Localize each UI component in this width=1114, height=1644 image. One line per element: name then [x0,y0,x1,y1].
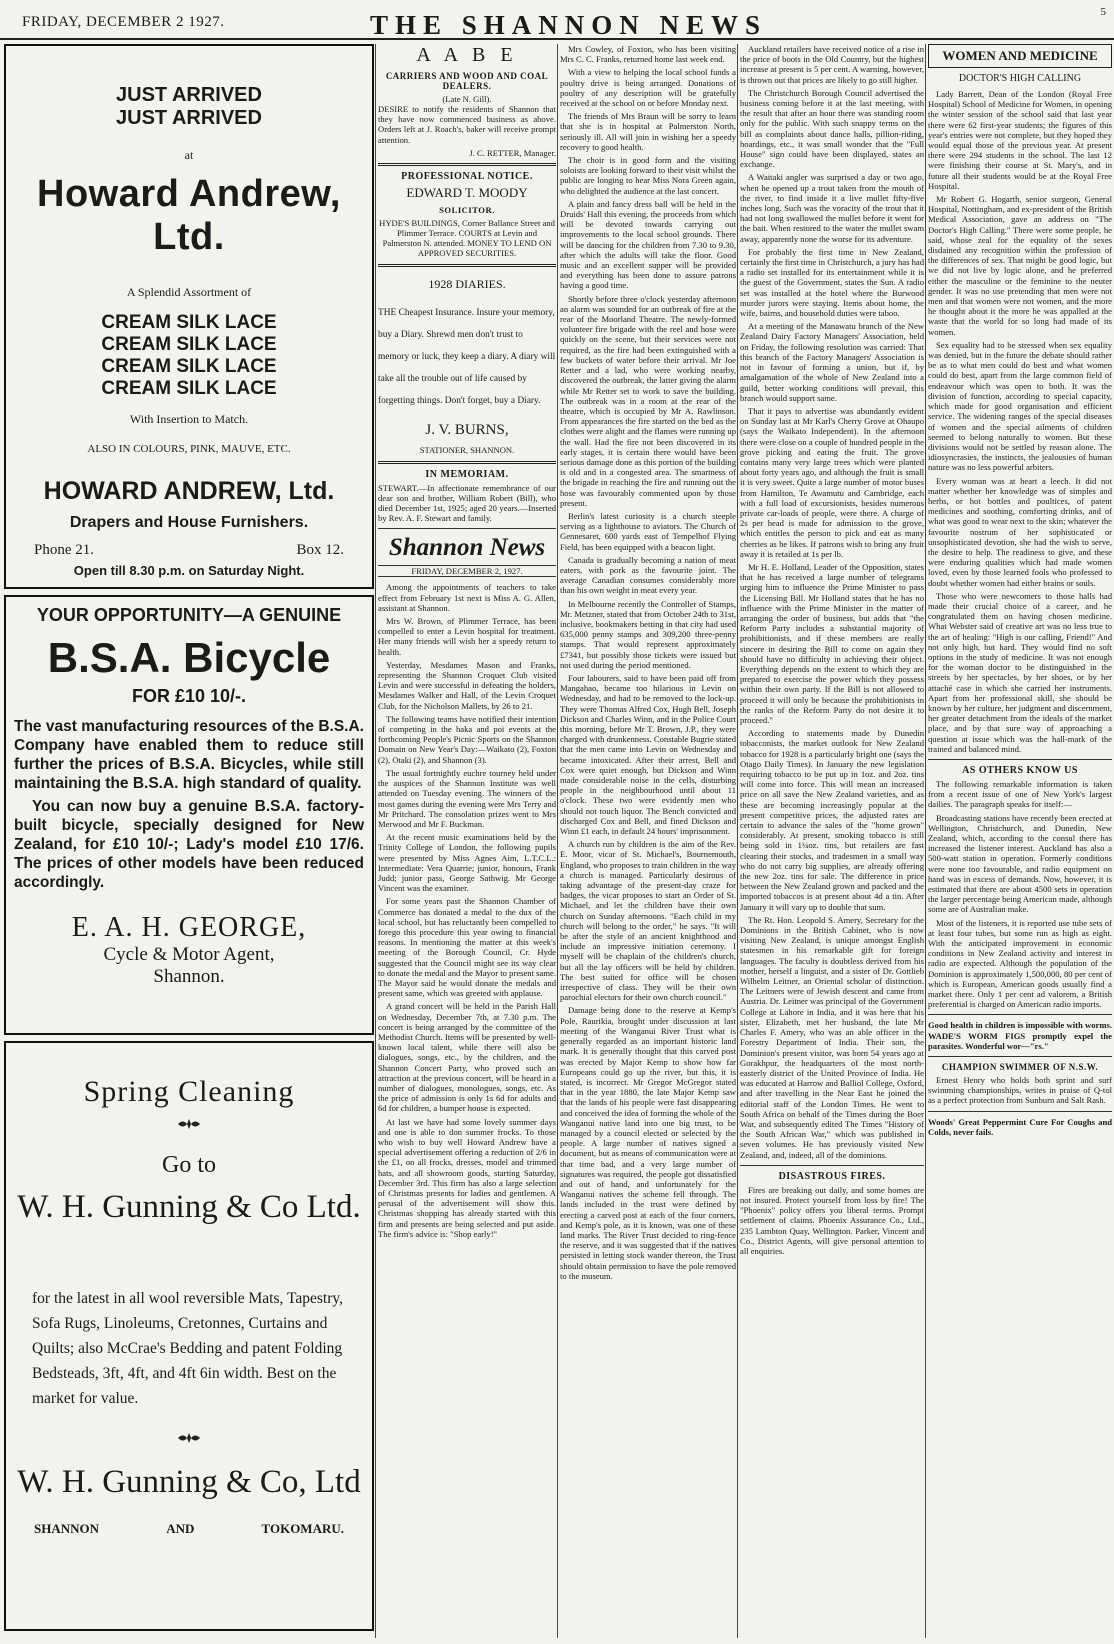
news-paragraph: Berlin's latest curiosity is a church steeple serving as a lighthouse to aviators. The Church of Gennesaret, 600 yards east of Tempelhof Flying Field, has been equipped with a beacon light. [560,510,736,552]
swimmer-body: Ernest Henry who holds both sprint and surf swimming championships, writes in praise of Q-tol as a perfect protection from Sunburn and Salt Rash. [928,1075,1112,1106]
town-right: TOKOMARU. [261,1521,344,1536]
news-paragraph: The Rt. Hon. Leopold S. Amery, Secretary for the Dominions in the British Cabinet, who is now visiting New Zealand, is unique amongst English statesmen in his remarkable gift for foreign languages. The faculty is doubtless derived from his mother, herself a linguist, and a sister of Dr. Gottlieb Wilhelm Leitner, an Oriental scholar of distinction. The Leitners were of Jewish descent and came from Austria. Dr. Leitner was principal of the Government College at Lahore in India, and it was here that his sister, Elizabeth, met her husband, the late Mr Charles F. Amery, who was an able officer in the Forestry Department of India. Their son, the Dominion's present visitor, was born 54 years ago at Gorakhpur, the headquarters of the most north-easterly district of the United Province of India. He was educated at Harrow and Balliol College, Oxford, and after travelling in the Near East he joined the editorial staff of the London Times. He went to South Africa on behalf of the Times during the Boer War, and subsequently edited The Times "History of the South African War," which was published in seven volumes. He has previously visited New Zealand, and, indeed, all of the dominions. [740,914,924,1160]
divider [378,461,556,464]
ad-store-name: Howard Andrew, Ltd. [37,173,341,258]
news-paragraph: The Christchurch Borough Council advertised the business coming before it at the last meeting, with the result that after an hour there was standing room only for the public. With such snappy terms on the bill as complaints about dance halls, pillion-riding, hoardings, etc., it was small wonder that the "Full House" sign could have been displayed, states an exchange. [740,87,924,170]
news-paragraph: The choir is in good form and the visiting soloists are looking forward to their visit whilst the public are longing to hear Miss Nora Green again, who delighted the audience at the last concert. [560,155,736,196]
stationer-role: STATIONER, SHANNON. [419,444,515,455]
women-medicine-title: WOMEN AND MEDICINE [928,44,1112,68]
news-paragraph: In Melbourne recently the Controller of Stamps, Mr. Metzner, stated that from October 24th to 31st, inclusive, bookmakers betting in that city had used 635,000 penny stamps and 309,200 three-penny stamps. That would represent approximately £7341, but possibly those tickets were issued but not used during the period mentioned. [560,598,736,670]
fires-body: Fires are breaking out daily, and some homes are not insured. Protect yourself from loss by fire! The "Phoenix" policy offers you liberal terms. Prompt settlement of claims. Phoenix Assurance Co., Ltd., 235 Lambton Quay, Wellington. Parker, Vincent and Co., District Agents, will give personal attention to all enquiries. [740,1184,924,1256]
article-paragraph: The following remarkable information is taken from a recent issue of one of New York's largest dailies. The paragraph speaks for itself:— [928,779,1112,810]
divider [928,759,1112,760]
ad-text: ALSO IN COLOURS, PINK, MAUVE, ETC. [87,443,291,455]
page-mark: 5 [1100,6,1106,18]
solicitor-role: SOLICITOR. [439,204,495,215]
ad-text: Drapers and House Furnishers. [69,514,309,531]
article-paragraph: Mr Robert G. Hogarth, senior surgeon, General Hospital, Nottingham, and ex-president of the British Medical Association, gave an address on "The Doctor's High Calling." There were some people, he said, whose zeal for the equality of the sexes disdained any recognition within the profession of the differences of sex. That might be good logic, but we did not live by logic alone, and he preferred either the masculine or the feminine to the neuter gender. It was no use pretending that men were not men and that women were not women, and the more he thought about it the more he was appalled at the waste that the world for so long had made of its women. [928,194,1112,337]
lace-line: CREAM SILK LACE [101,356,277,377]
news-paragraph: The friends of Mrs Braun will be sorry to learn that she is in hospital at Palmerston North, seriously ill. All will join in wishing her a speedy recovery to good health. [560,111,736,152]
aabe-note: (Late N. Gill). [442,94,492,104]
solicitor-body: HYDE'S BUILDINGS, Corner Ballance Street and Plimmer Terrace. COURTS at Levin and Palmerston N. attended. MONEY TO LEND ON APPROVED SECURITIES. [379,217,555,259]
ad-towns [14,1521,364,1537]
stationer-name: J. V. BURNS, [425,421,509,438]
news-paragraph: For some years past the Shannon Chamber of Commerce has donated a medal to the dux of the local school, but has reluctantly been compelled to forego this procedure this year owing to financial reasons. In mentioning the matter at this week's meeting of the Borough Council, Cr. Hyde suggested that the Council might see its way clear to donate the medal and the Mayor to present same. The Mayor said he would donate the medals and present same, which was greeted with applause. [378,896,556,999]
ad-text: A Splendid Assortment of [126,285,252,299]
news-paragraph: With a view to helping the local school funds a poultry drive is being arranged. Donations of poultry of any description will be gratefully received at the school on or before Monday next. [560,67,736,109]
memoriam-body: STEWART.—In affectionate remembrance of our dear son and brother, William Robert (Bill), who died December 1st, 1925; aged 20 years.—Inserted by Rev. A. F. Stewart and family. [378,482,556,524]
column-rule [375,44,376,1638]
ad-howard-andrew [4,44,374,589]
news-paragraph: At a meeting of the Manawatu branch of the New Zealand Dairy Factory Managers' Association, held on Friday, the following resolution was carried: That this branch of the Factory Managers' Association is not in favour of forming a union, but if, by amalgamation of the whole of New Zealand into a guild, better working conditions will prevail, this branch would support same. [740,321,924,403]
paper-title: THE SHANNON NEWS [370,10,768,40]
ad-gunning [4,1041,374,1631]
column-rule [557,44,558,1638]
news-paragraph: Shortly before three o'clock yesterday afternoon an alarm was sounded for an outbreak of fire at the rear of the Moorland Theatre. The newly-formed volunteer fire brigade with the reel and hose were quickly on the scene, but their services were not required, as the fire had been extinguished with a few buckets of water before their arrival. Mr Joe Retter and a lad, who were working nearby, discovered the outbreak, the latter giving the alarm while Mr Retter set to work to save the building. The outbreak was in a room at the rear of the theatre, which is occupied by Mr A. Rawlinson. From appearances the fire started on the bed as the clothes were alight and the flames were running up the wall. Had the fire not been discovered in its early stages, it is certain there would have been serious damage done as this portion of the building is old and in a congested area. The smartness of the brigade in reaching the fire and running out the hose was favourably commented upon by those present. [560,293,736,508]
flourish-icon [176,1431,202,1445]
news-paragraph: A Waitaki angler was surprised a day or two ago, when he opened up a trout taken from the mouth of the river, to find inside it a live mullet fifty-five inches long. Such was the voracity of the trout that it had not long swallowed the mullet before it went for the bait. When restored to the water the mullet swam away, apparently none the worse for its adventure. [740,172,924,244]
ad-town: Shannon. [153,966,225,987]
ad-body: for the latest in all wool reversible Mats, Tapestry, Sofa Rugs, Linoleums, Cretonnes, Curtains and Quilts; also McCrae's Bedding and patent Folding Bedsteads, 3ft, 4ft, and 4ft 6in width. Best on the market for value. [32,1290,343,1407]
ad-store-name: W. H. Gunning & Co, Ltd [17,1464,361,1500]
flourish-icon [176,1117,202,1131]
article-paragraph: Those who were newcomers to those halls had made their crucial choice of a career, and he congratulated them on having chosen medicine. What Webster said of creative art was no less true to the art of healing: "High is our calling, Friend!" And not only high, but hard. They would find no soft options in the study of medicine. It was not enough for the woman doctor to be distinguished in the streets by her spectacles, by her shoes, or by her attaché case in which she carried her instruments. Apart from her professional skill, she should be known by her culture, her judgment and discernment, her greater detachment from the ideals of the market place, and by that sure way of approaching a question at issue which was the hall-mark of the trained and balanced mind. [928,590,1112,754]
divider [378,264,556,267]
column-4 [740,44,924,1638]
ad-contact [14,542,364,559]
column-3-paragraphs [560,44,736,1281]
ad-hours: Open till 8.30 p.m. on Saturday Night. [73,563,305,578]
masthead [0,0,1114,40]
news-paragraph: A grand concert will be held in the Parish Hall on Wednesday, December 7th, at 7.30 p.m. The concert is being arranged by the committee of the Methodist Church. Items will be presented by well-known local talent, while there will also be dialogues, songs, etc., by the children, and the Shannon Concert Party, who proved such an attraction at the previous concert, will be heard in a number of dialogues, monologues, songs, etc. As the price of admission is only 1s 6d for adults and 6d for children, a bumper house is expected. [378,1001,556,1114]
women-medicine-paragraphs [928,89,1112,754]
news-paragraph: A church run by children is the aim of the Rev. E. Moor, vicar of St. Michael's, Bournemouth, England, who proposes to train children in the way a church is managed. Particularly desirous of taking advantage of the present-day craze for badges, the vicar proposes to start an Order of St. Michael, and let the children have their own church on Sunday afternoons. "Each child in my church will belong to the order," he says. "It will be after the style of an ancient knighthood and include an impressive initiation ceremony. I myself will be chaplain of the children's church, but all the lay officers will be held by children. The best suited for office will be chosen irrespective of class. They will be their own parochial electors for their own church council." [560,839,736,1003]
ad-body: You can now buy a genuine B.S.A. factory-built bicycle, specially designed for New Zealand, for £10 10/-; Lady's model £10 17/6. The prices of other models have been reduced accordingly. [14,798,364,891]
ad-bsa-bicycle [4,595,374,1035]
others-heading: AS OTHERS KNOW US [962,765,1078,776]
notice-heading: PROFESSIONAL NOTICE. [401,170,533,182]
column-rule [925,44,926,1638]
ad-heading: YOUR OPPORTUNITY—A GENUINE [36,605,342,625]
aabe-title: A A B E [416,44,518,66]
news-paragraph: Mr H. E. Holland, Leader of the Opposition, states that he has received a large number of telegrams urging him to influence the Prime Minister to pass the Licensing Bill. Mr Holland states that he has no influence with the Prime Minister in the matter of arranging the order of business, but adds that "the Reform Party includes a substantial majority of prohibitionists, and if these members are really sincere in desiring the Bill to come on again they should have no difficulty in achieving their object. Everything depends on the extent to which they are prepared to exercise the power which they possess within their own party. If the Bill is not allowed to proceed it will only be because the prohibitionists in the ranks of the Reform Party do not desire it to proceed." [740,561,924,725]
lace-line: CREAM SILK LACE [101,378,277,399]
divider [378,528,556,529]
news-paragraph: A plain and fancy dress ball will be held in the Druids' Hall this evening, the proceeds from which will be devoted towards carrying out improvements to the local school grounds. There will be dancing for the children from 7.30 to 9.30, after which the adults will take the floor. Good music and an excellent supper will be provided and everything has been done to assure patrons having a good time. [560,198,736,291]
issue-date: FRIDAY, DECEMBER 2 1927. [22,14,225,30]
news-paragraph: The following teams have notified their intention of competing in the haka and poi events at the forthcoming People's Picnic Sports on the Shannon Domain on New Year's Day:—Waikato (2), Foxton (2), Otaki (2), and Shannon (3). [378,713,556,765]
news-paragraph: At the recent music examinations held by the Trinity College of London, the following pupils were presented by Miss Agnes Aim, L.T.C.L.: Intermediate: Vera Quarrie; junior, honours, Frank Judd; junior pass, George Sathwig. Mr George Vincent was the examiner. [378,832,556,894]
ad-store-name: W. H. Gunning & Co Ltd. [17,1189,361,1225]
article-paragraph: Most of the listeners, it is reported use tube sets of at least four tubes, but some run as high as eight. With the anticipated improvement in economic conditions in New Zealand activity and interest in radio are expected. Although the population of the Dominion is approximately 1,500,000, 80 per cent of which is European, American goods usually find a market there. Only 1 per cent ad valorem, a British preferential is charged on American radio imports. [928,917,1112,1010]
town-left: SHANNON [34,1521,100,1536]
woods-ad: Woods' Great Peppermint Cure For Coughs and Colds, never fails. [928,1116,1112,1137]
news-paragraph: At last we have had some lovely summer days and one is able to don summer frocks. To those who wish to buy well Howard Andrew have a special advertisement offering a reduction of 2/6 in the £1, on all frocks, dresses, model and trimmed hats, and all showroom goods, starting Saturday, December 3rd. This firm has also a large selection of Christmas presents for ladies and gentlemen. A perusal of the advertisement will show this. Christmas shopping has already started with this firm and presents are being selected and put aside. The firm's advice is: "Shop early!" [378,1116,556,1239]
ad-heading: Spring Cleaning [83,1075,295,1108]
aabe-signature: J. C. RETTER, Manager. [469,147,556,158]
news-paragraph: Auckland retailers have received notice of a rise in the price of boots in the Old Country, but the highest increase at present is 5 per cent. A warning, however, is thrown out that prices are likely to go still higher. [740,44,924,85]
solicitor-name: EDWARD T. MOODY [406,184,528,200]
divider [740,1165,924,1166]
lace-line: CREAM SILK LACE [101,334,277,355]
news-paragraph: Damage being done to the reserve at Kemp's Pole, Raurikia, brought under discussion at last meeting of the Wanganui River Trust what is generally regarded as an important historic land mark. It is generally thought that this carved post was erected by Major Kemp to show how far Europeans could go up the river, but this, it is stated, is incorrect. Mr Gregor McGregor stated that in the year 1880, the late Major Kemp saw that the lands of his people were fast disappearing and conceived the idea of forming the whole of the Wanganui native land into one big trust, to be managed by a council elected or selected by the people. A large number of natives signed a document, but as means of communication were at that time bad, and a very large number of signatures was required, the people got dissatisfied and out of hand, and unfortunately for the Wanganui natives the scheme fell through. The lands included in the trust were defined by erecting a carved post at each of the four corners, and Kemp's pole, as it is known, was one of these land marks. The River Trust decided to ring-fence the reserve, and it was suggested that if the natives persisted in letting stock wander thereon, the Trust should obtain permission to have the pole removed to the museum. [560,1005,736,1281]
ad-store-name: HOWARD ANDREW, Ltd. [43,477,335,505]
women-medicine-subtitle: DOCTOR'S HIGH CALLING [958,73,1082,84]
divider [378,163,556,166]
news-paragraph: For probably the first time in New Zealand, certainly the first time in Christchurch, a jury has had a radio set installed for its entertainment while it is the guest of the Government, states the Sun. A radio set was installed at the hotel where the Burwood murder jurors were staying. Items about home, the wife, bairns, and household duties were taboo. [740,246,924,319]
lace-line: CREAM SILK LACE [101,312,277,333]
swimmer-heading: CHAMPION SWIMMER OF N.S.W. [941,1062,1099,1073]
memoriam-heading: IN MEMORIAM. [425,468,509,480]
news-paragraph: That it pays to advertise was abundantly evident on Sunday last at Mr Karl's Cherry Grove at Ohaupo (says the Waikato Independent). In the afternoon there were close on a couple of hundred people in the grove picking and eating the fruit. The grove contains many very large trees which were planted about forty years ago, and although the fruit is small it is very sweet. Quite a large number of motor buses from Hamilton, Te Awamutu and Cambridge, each with a full load of excursionists, besides numerous private car-loads of people, were there. A charge of 2s per head is made for admission to the grove, which entitles the person to pick and eat as many cherries as he likes. If patrons wish to bring any fruit away it is retailed at 1s per lb. [740,405,924,559]
ad-heading: JUST ARRIVED [116,84,262,106]
divider [928,1056,1112,1057]
news-paragraph: Mrs Cowley, of Foxton, who has been visiting Mrs C. C. Franks, returned home last week end. [560,44,736,65]
ad-agent: E. A. H. GEORGE, [71,912,307,943]
box-number: Box 12. [296,542,344,558]
news-paragraph: Among the appointments of teachers to take effect from February 1st next is Miss A. G. Allen, assistant at Shannon. [378,582,556,613]
column-4-paragraphs [740,44,924,1160]
article-paragraph: Every woman was at heart a leech. It did not matter whether her knowledge was of simples and herbs, or hot bottles and poultices, of patent medicines and soothing, comforting drinks, and of what was good to wear next to the skin; whatever the favourite nostrum of her sophisticated or unsophisticated devotion, she had the wish to serve, the desire to help. The readiness to give, and these were enduring qualities which had made women loved, even by those learned fools who professed to doubt whether women had either brains or souls. [928,475,1112,588]
article-paragraph: Sex equality had to be stressed when sex equality was denied, but in the future the debate should rather be as to what men could do best and what women could do best, apart from the large common field of endeavour which was open to both. It was the division of function, according to special capacity, which made for good organisation and efficient service. The widening ranges of the special diseases of women and the special ailments of children seemed to belong naturally to women. But these divisions would not be settled by reason alone. The idiosyncrasies, the instincts, the jealousies of human nature was no less powerful arbiters. [928,339,1112,473]
ad-text: at [184,148,194,162]
lace-list [14,312,364,400]
divider [928,1111,1112,1112]
news-paragraph: Canada is gradually becoming a nation of meat eaters, with pork as the favourite joint. The average Canadian consumes considerably more than his own weight in meat every year. [560,554,736,596]
paper-nameplate: Shannon News [388,534,546,562]
news-paragraph: Yesterday, Mesdames Mason and Franks, representing the Shannon Croquet Club visited Levin and were successful in defeating the holders, Mesdames Walker and Hall, of the Levin Croquet Club, for the Nicholson Mallets, by 26 to 21. [378,659,556,711]
column-rule [737,44,738,1638]
news-paragraph: The usual fortnightly euchre tourney held under the auspices of the Shannon Institute was well attended on Tuesday evening. The winners of the most games during the evening were Mrs Terry and Mr Pritchard. The consolation prizes went to Mrs Merwood and Mr F. Buckman. [378,767,556,829]
ad-text: With Insertion to Match. [129,412,249,426]
news-paragraph: Mrs W. Brown, of Plimmer Terrace, has been compelled to enter a Levin hospital for treatment. Her many friends will wish her a speedy return to health. [378,616,556,657]
worm-ad: Good health in children is impossible with worms. WADE'S WORM FIGS promptly expel the parasites. Wonderful wor—"rs." [928,1020,1112,1051]
fires-heading: DISASTROUS FIRES. [778,1170,886,1182]
ad-heading: JUST ARRIVED [116,107,262,129]
paper-date: FRIDAY, DECEMBER 2, 1927. [378,565,556,577]
others-paragraphs [928,779,1112,1009]
column-2-paragraphs [378,582,556,1239]
ad-product: B.S.A. Bicycle [47,634,331,681]
article-paragraph: Broadcasting stations have recently been erected at Wellington, Christchurch, and Dunedin, New Zealand, which, according to the consul there has increased the listener interest. Auckland has also a 500-watt station in operation. Formerly conditions were none too favourable, and radio equipment on hand was in excess of demands. Now, however, it is estimated that there are about 4500 sets in operation the larger percentage being American made, although some are of Australian make. [928,812,1112,915]
ad-price: FOR £10 10/-. [131,686,247,706]
diaries-body: THE Cheapest Insurance. Insure your memory, buy a Diary. Shrewd men don't trust to memory or luck, they keep a diary. A diary will take all the trouble out of life caused by forgetting things. Don't forget, buy a Diary. [378,307,556,406]
aabe-body: DESIRE to notify the residents of Shannon that they have now commenced business as above. Orders left at J. Roach's, baker will receive prompt attention. [378,104,556,145]
news-paragraph: Four labourers, said to have been paid off from Mangahao, became too hilarious in Levin on Wednesday, and had to be removed to the lock-up. They were Thomas Alfred Cox, Hugh Bell, Joseph Dickson and Charles Winn, and in the Police Court this morning, before Mr T. Brown, J.P., they were charged with drunkenness. Constable Bugrie stated that the men came into Levin on Wednesday and became intoxicated. After their arrest, Bell and Cox were quiet enough, but Dickson and Winn made considerable noise in the cells, disturbing people in the neighbourhood until about 11 o'clock. These two were evidently men who should not touch liquor. The Bench convicted and discharged Cox and Bell, and fined Dickson and Winn £1 each, in default 24 hours' imprisonment. [560,672,736,837]
ad-agent-role: Cycle & Motor Agent, [103,944,275,965]
aabe-subtitle: CARRIERS AND WOOD AND COAL DEALERS. [385,71,549,91]
ad-body: The vast manufacturing resources of the B.S.A. Company have enabled them to reduce still further the prices of B.S.A. Bicycles, while still maintaining the B.S.A. high standard of quality. [14,718,364,792]
column-2 [378,44,556,1638]
news-paragraph: According to statements made by Dunedin tobacconists, the market outlook for New Zealand tobacco for 1928 is a particularly bright one (says the Otago Daily Times). In January the new legislation requiring tobacco to be put up in 1oz. and 2oz. tins will come into force. This will mean an increased price on all save the New Zealand varieties, and as these are becoming increasingly popular at the present competitive prices, the adjusted rates are certain to advance the sales of the "home grown" considerably. At present, smoking tobacco is still being sold in 1¼oz. tins, but retailers are fast clearing their stocks, and tradesmen in a small way who do not carry big supplies, are already offering the new 2oz. tins for sale. The difference in price between the New Zealand grown and packed and the imported tobaccos is at present about 4d a tin. After January it will vary up to double that sum. [740,728,924,912]
column-5 [928,44,1112,1638]
ad-text: Go to [162,1152,216,1178]
divider [928,1014,1112,1015]
town-and: AND [166,1521,195,1536]
diaries-title: 1928 DIARIES. [428,276,506,291]
phone-number: Phone 21. [34,542,94,558]
column-ads [4,44,374,1638]
column-3 [560,44,736,1638]
article-paragraph: Lady Barrett, Dean of the London (Royal Free Hospital) School of Medicine for Women, in opening the winter session of the school said that last year there were 62 first-year students; the figures of this year's entries were not complete, but they hoped they would equal those of the previous year. At present there were 294 students in the school. The last 12 were finishing their course at St. Mary's, and in future all their students would be at the Royal Free Hospital. [928,89,1112,191]
